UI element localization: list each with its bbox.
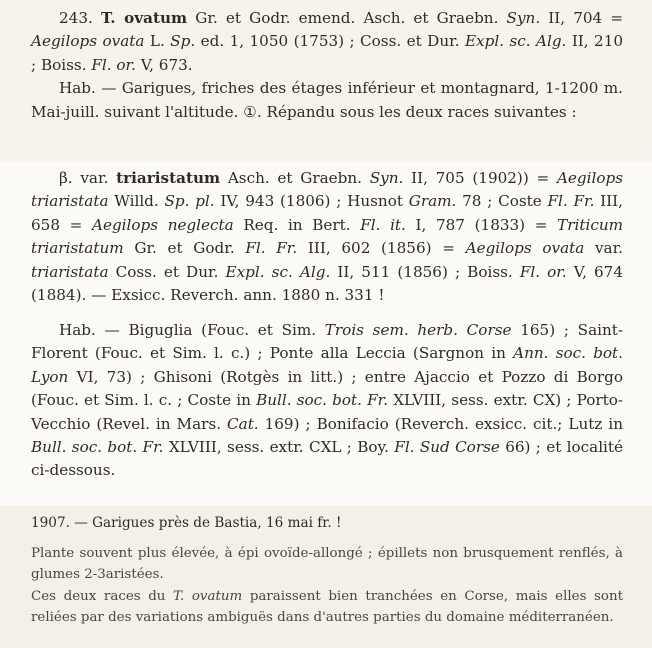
variety-name: triaristatum <box>116 169 221 187</box>
commentary-paragraph-1: Plante souvent plus élevée, à épi ovoïde-allongé ; épillets non brusquement renflés, à glumes 2-3aristées. <box>31 546 623 583</box>
collection-note-text: 1907. — Garigues près de Bastia, 16 mai fr. ! <box>31 515 342 531</box>
variety-entry <box>31 167 623 307</box>
commentary <box>31 543 623 629</box>
perennial-symbol: ①. <box>243 102 262 121</box>
variety-habitat <box>31 319 623 483</box>
collection-note <box>31 512 623 535</box>
habitat-paragraph: Hab. — Biguglia (Fouc. et Sim. Trois sem. herb. Corse 165) ; Saint-Florent (Fouc. et Sim. l. c.) ; Ponte alla Leccia (Sargnon in Ann. soc. bot. Lyon VI, 73) ; Ghisoni (Rotgès in litt.) ; entre Ajaccio et Pozzo di Borgo (Fouc. et Sim. l. c. ; Coste in Bull. soc. bot. Fr. XLVIII, sess. extr. CX) ; Porto-Vecchio (Revel. in Mars. Cat. 169) ; Bonifacio (Reverch. exsicc. cit.; Lutz in Bull. soc. bot. Fr. XLVIII, sess. extr. CXL ; Boy. Fl. Sud Corse 66) ; et localité ci-dessous. <box>31 321 624 480</box>
species-name: T. ovatum <box>100 9 188 27</box>
variety-synonymy: β. var. triaristatum Asch. et Graebn. Syn. II, 705 (1902)) = Aegilops triaristata Willd. Sp. pl. IV, 943 (1806) ; Husnot Gram. 78 ; Coste Fl. Fr. III, 658 = Aegilops neglecta Req. in Bert. Fl. it. I, 787 (1833) = Triticum triaristatum Gr. et Godr. Fl. Fr. III, 602 (1856) = Aegilops ovata var. triaristata Coss. et Dur. Expl. sc. Alg. II, 511 (1856) ; Boiss. Fl. or. V, 674 (1884). — Exsicc. Reverch. ann. 1880 n. 331 ! <box>31 169 624 305</box>
species-habitat: Hab. — Garigues, friches des étages inférieur et montagnard, 1-1200 m. Mai-juill. suivant l'altitude. ①. Répandu sous les deux races suivantes : <box>31 79 624 121</box>
synonym-name: Aegilops ovata <box>31 32 145 51</box>
species-entry <box>31 7 623 124</box>
species-synonymy: 243. T. ovatum Gr. et Godr. emend. Asch. et Graebn. Syn. II, 704 = Aegilops ovata L. Sp. ed. 1, 1050 (1753) ; Coss. et Dur. Expl. sc. Alg. II, 210 ; Boiss. Fl. or. V, 673. <box>31 9 624 74</box>
species-number: 243. <box>59 9 93 27</box>
commentary-paragraph-2: Ces deux races du T. ovatum paraissent bien tranchées en Corse, mais elles sont reliées par des variations ambiguës dans d'autres parties du domaine méditerranéen. <box>31 588 624 626</box>
